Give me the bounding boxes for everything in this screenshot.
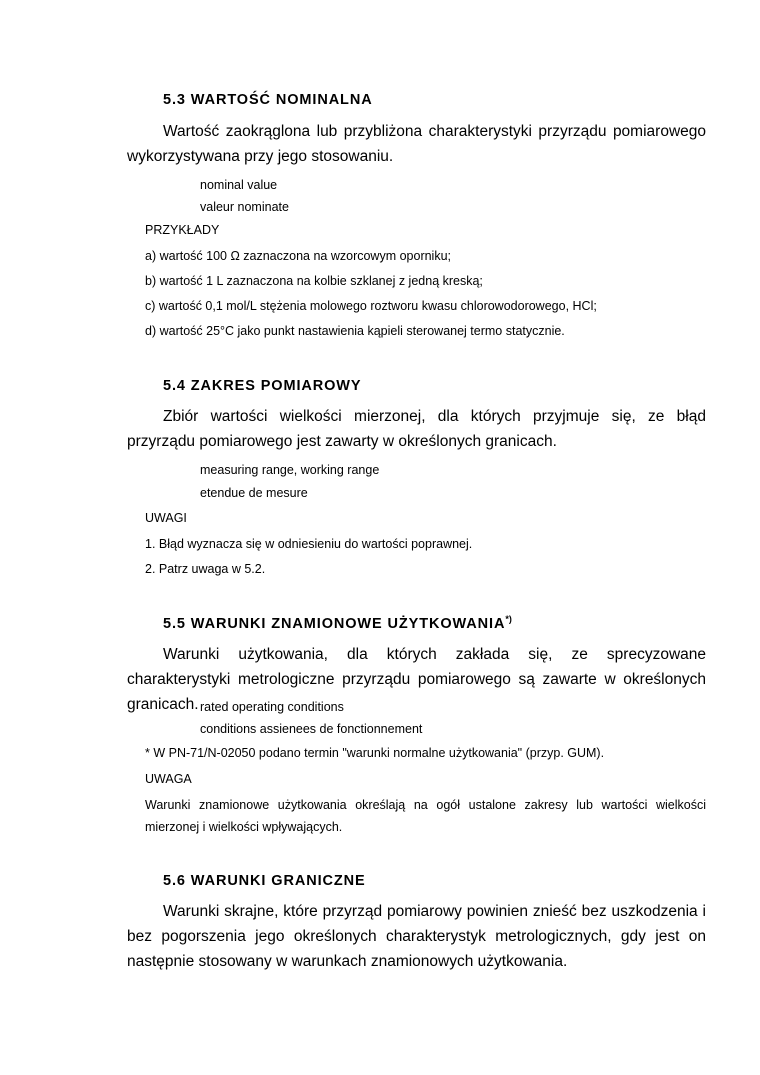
note-item-2: 2. Patrz uwaga w 5.2. [145,562,266,576]
definition-5-5: Warunki użytkowania, dla których zakłada się, ze sprecyzowane charakterystyki metrologiczne przyrządu pomiarowego są zawarte w określonych granicach. [127,646,706,713]
note-text-5-5: Warunki znamionowe użytkowania określają na ogół ustalone zakresy lub wartości wielkości mierzonej i wielkości wpływających. [145,798,706,834]
section-heading-5-5 [163,614,512,632]
note-label-5-5: UWAGA [145,772,192,786]
note-item-1: 1. Błąd wyznacza się w odniesieniu do wartości poprawnej. [145,537,473,551]
notes-label-5-4: UWAGI [145,511,187,525]
section-heading-5-6: 5.6 WARUNKI GRANICZNE [163,873,366,889]
term-french-5-4: etendue de mesure [200,486,308,500]
definition-5-6: Warunki skrajne, które przyrząd pomiarowy powinien znieść bez uszkodzenia i bez pogorszenia jego określonych charakterystyk metrologicznych, gdy jest on następnie stosowany w warunkach znamionowych użytkowania. [127,903,706,970]
example-item-a: a) wartość 100 Ω zaznaczona na wzorcowym oporniku; [145,249,452,263]
term-english-5-4: measuring range, working range [200,463,380,477]
definition-5-3: Wartość zaokrąglona lub przybliżona charakterystyki przyrządu pomiarowego wykorzystywana przy jego stosowaniu. [127,123,706,165]
example-item-b: b) wartość 1 L zaznaczona na kolbie szklanej z jedną kreską; [145,274,483,288]
section-heading-5-5-text: 5.5 WARUNKI ZNAMIONOWE UŻYTKOWANIA [163,615,506,632]
footnote-mark: *) [505,614,512,624]
definition-5-4: Zbiór wartości wielkości mierzonej, dla których przyjmuje się, ze błąd przyrządu pomiarowego jest zawarty w określonych granicach. [127,408,706,450]
example-item-c: c) wartość 0,1 mol/L stężenia molowego roztworu kwasu chlorowodorowego, HCl; [145,299,597,313]
term-english-5-5: rated operating conditions [200,700,344,714]
example-item-d: d) wartość 25°C jako punkt nastawienia kąpieli sterowanej termo statycznie. [145,324,565,338]
section-heading-5-3: 5.3 WARTOŚĆ NOMINALNA [163,92,373,108]
term-english-5-3: nominal value [200,178,278,192]
section-heading-5-4: 5.4 ZAKRES POMIAROWY [163,378,362,394]
examples-label-5-3: PRZYKŁADY [145,223,220,237]
term-french-5-3: valeur nominate [200,200,289,214]
footnote-5-5: * W PN-71/N-02050 podano termin "warunki normalne użytkowania" (przyp. GUM). [145,746,605,760]
term-french-5-5: conditions assienees de fonctionnement [200,722,423,736]
